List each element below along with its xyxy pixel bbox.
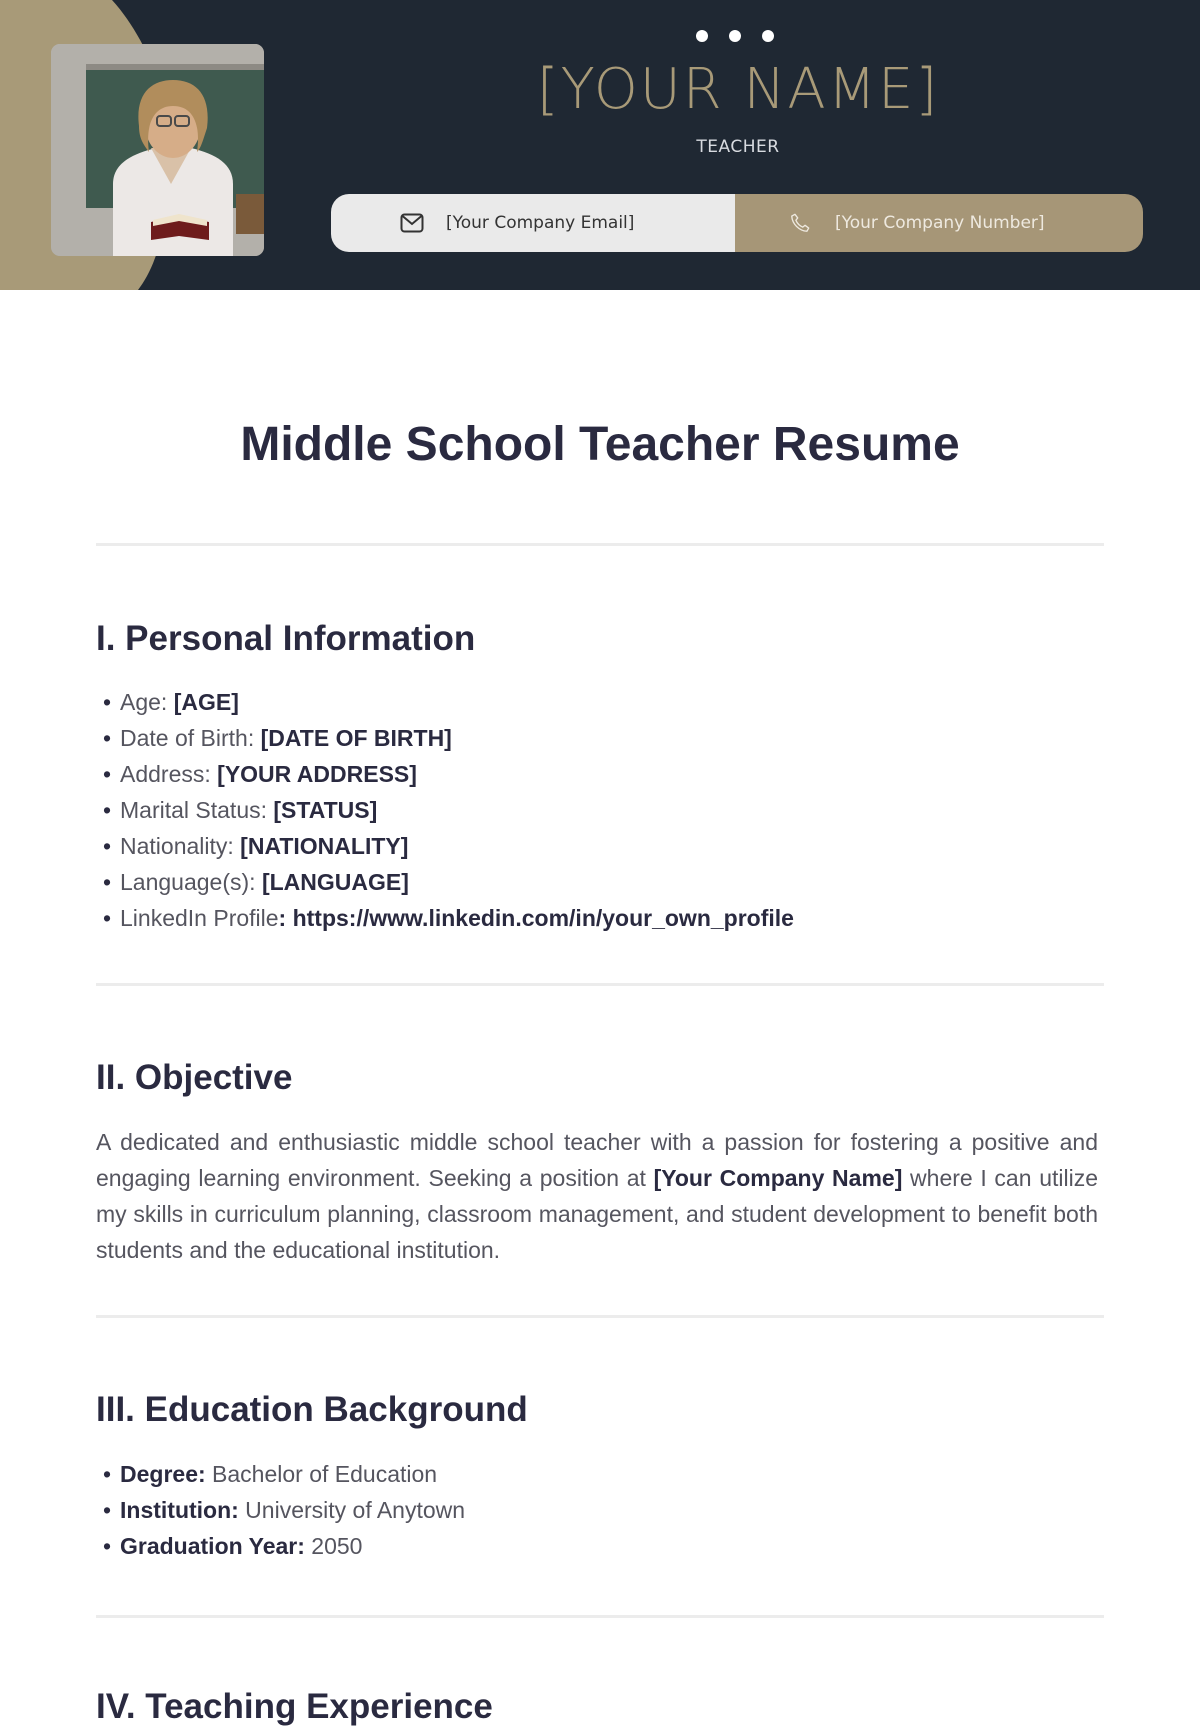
- document-title: Middle School Teacher Resume: [240, 418, 960, 471]
- contact-phone[interactable]: [735, 194, 1143, 252]
- decorative-dots: [696, 30, 774, 42]
- linkedin-link[interactable]: : https://www.linkedin.com/in/your_own_profile: [278, 905, 794, 931]
- heading-teaching-experience: IV. Teaching Experience: [96, 1687, 493, 1726]
- dot: [762, 30, 774, 42]
- item-value: University of Anytown: [238, 1497, 466, 1523]
- objective-text: where I can utilize my skills in curriculum planning, classroom management, and student development to benefit both students and the educational institution.: [96, 1165, 1098, 1263]
- section-divider: [96, 983, 1104, 986]
- item-label: LinkedIn Profile: [120, 905, 279, 931]
- candidate-name: [YOUR NAME]: [536, 57, 940, 122]
- profile-photo: [51, 44, 264, 256]
- email-text: [Your Company Email]: [446, 213, 635, 233]
- item-value: 2050: [304, 1533, 363, 1559]
- item-value: [DATE OF BIRTH]: [260, 725, 452, 751]
- section-divider: [96, 1615, 1104, 1618]
- list-item: • Graduation Year: 2050: [103, 1533, 363, 1559]
- envelope-icon: [400, 213, 424, 233]
- list-item: • Degree: Bachelor of Education: [103, 1461, 438, 1487]
- item-value: [AGE]: [173, 689, 239, 715]
- item-value: [NATIONALITY]: [240, 833, 409, 859]
- list-item: • Nationality: [NATIONALITY]: [103, 833, 409, 859]
- item-label: Nationality:: [120, 833, 241, 859]
- list-item: • Address: [YOUR ADDRESS]: [103, 761, 417, 787]
- personal-info-list: [103, 684, 794, 936]
- item-label: Graduation Year:: [120, 1533, 305, 1559]
- list-item: • Age: [AGE]: [103, 689, 239, 715]
- item-label: Marital Status:: [120, 797, 274, 823]
- heading-education: III. Education Background: [96, 1390, 528, 1429]
- contact-email[interactable]: [331, 194, 735, 252]
- list-item: • Marital Status: [STATUS]: [103, 797, 378, 823]
- heading-objective: II. Objective: [96, 1058, 293, 1097]
- item-label: Age:: [120, 689, 174, 715]
- item-value: [YOUR ADDRESS]: [217, 761, 417, 787]
- item-label: Date of Birth:: [120, 725, 261, 751]
- item-value: [STATUS]: [273, 797, 378, 823]
- phone-icon: [789, 212, 811, 234]
- candidate-role: TEACHER: [696, 137, 780, 157]
- heading-personal-information: I. Personal Information: [96, 619, 476, 658]
- resume-header: [0, 0, 1200, 290]
- section-divider: [96, 1315, 1104, 1318]
- contact-bar: [331, 194, 1143, 252]
- teacher-portrait-image: [51, 44, 264, 256]
- item-label: Degree:: [120, 1461, 206, 1487]
- item-label: Address:: [120, 761, 218, 787]
- item-value: Bachelor of Education: [205, 1461, 438, 1487]
- phone-text: [Your Company Number]: [835, 213, 1045, 233]
- list-item: • LinkedIn Profile: https://www.linkedin.com/in/your_own_profile: [103, 905, 794, 931]
- item-label: Language(s):: [120, 869, 262, 895]
- objective-paragraph: [96, 1124, 1098, 1268]
- section-divider: [96, 543, 1104, 546]
- item-label: Institution:: [120, 1497, 239, 1523]
- dot: [696, 30, 708, 42]
- company-name: [Your Company Name]: [653, 1165, 903, 1191]
- list-item: • Language(s): [LANGUAGE]: [103, 869, 409, 895]
- objective-text: A dedicated and enthusiastic middle school teacher with a passion for fostering a positive and engaging learning environment. Seeking a position at: [96, 1129, 1098, 1191]
- list-item: • Date of Birth: [DATE OF BIRTH]: [103, 725, 452, 751]
- dot: [729, 30, 741, 42]
- education-list: [103, 1456, 465, 1564]
- item-value: [LANGUAGE]: [261, 869, 409, 895]
- list-item: • Institution: University of Anytown: [103, 1497, 466, 1523]
